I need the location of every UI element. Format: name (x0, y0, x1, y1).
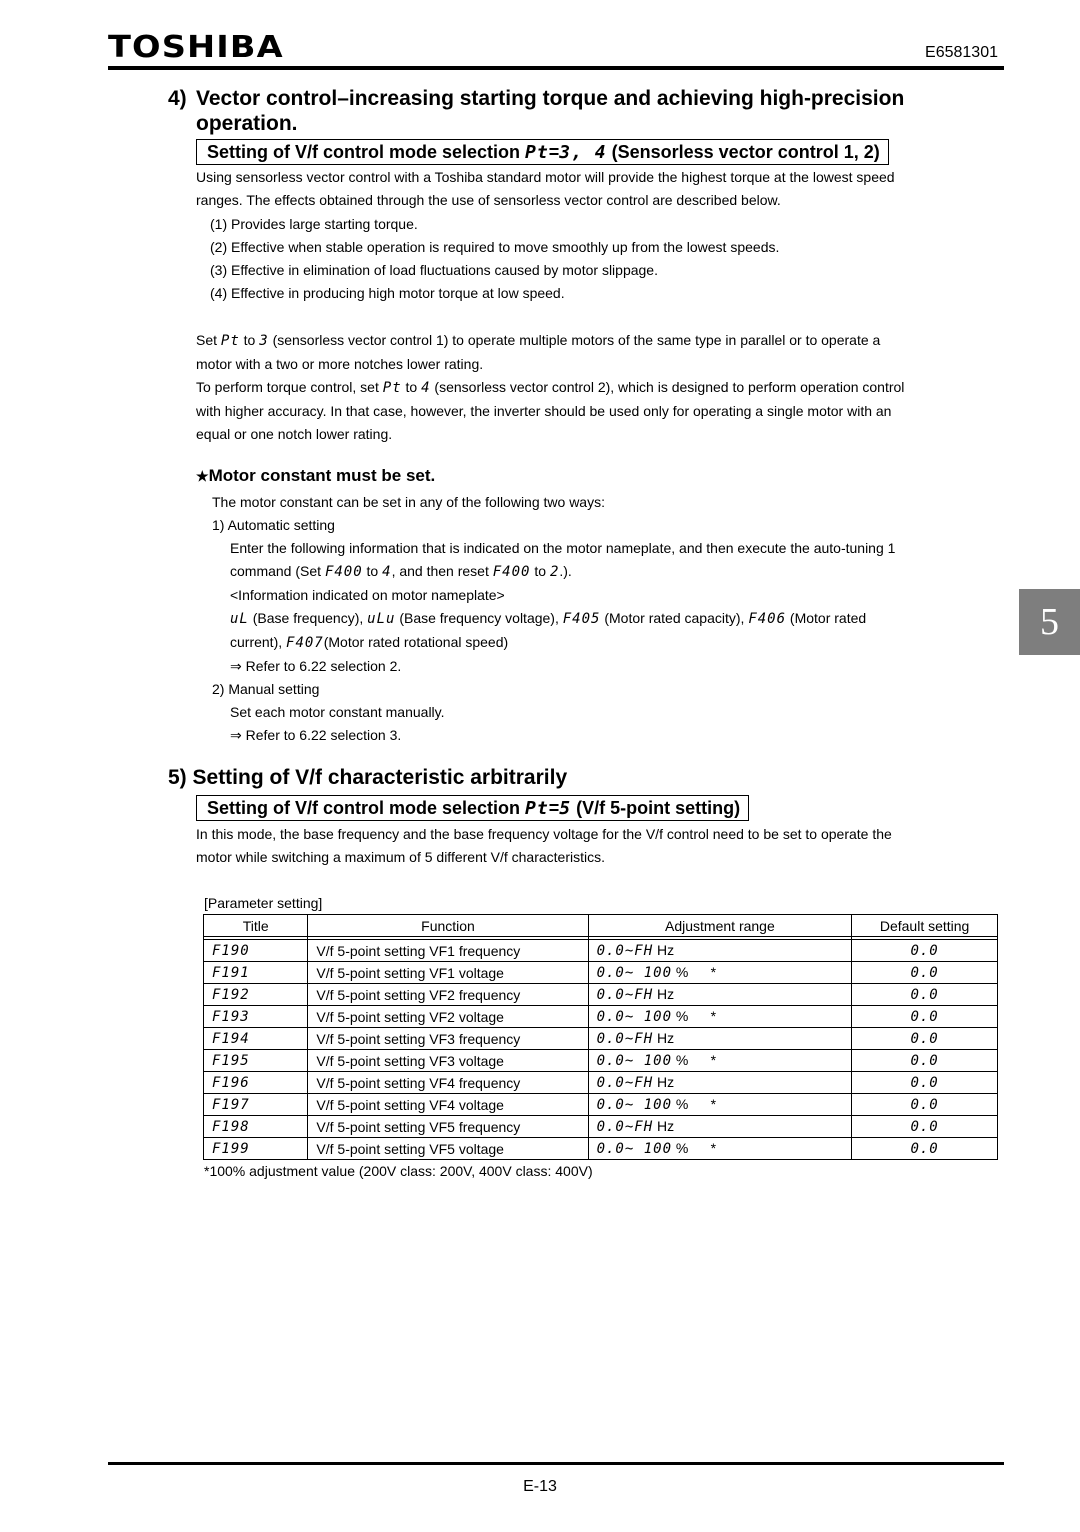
text: , and then reset (391, 563, 489, 579)
param-code: F191 (212, 965, 250, 981)
section4-number: 4) (168, 87, 187, 110)
range-value: 0.0~ 100 (596, 1141, 673, 1157)
param-title-cell (204, 1006, 308, 1028)
range-value: 0.0~ 100 (596, 1009, 673, 1025)
function-cell: V/f 5-point setting VF4 voltage (308, 1094, 588, 1116)
param-code: F199 (212, 1141, 250, 1157)
param-code: F198 (212, 1119, 250, 1135)
text: to (534, 563, 547, 579)
text: (Motor rated (789, 610, 867, 626)
range-cell (588, 1116, 852, 1138)
effects-list (210, 213, 779, 305)
text: (Base frequency), (252, 610, 364, 626)
range-unit: Hz (657, 942, 675, 958)
default-cell (852, 940, 998, 962)
param-pt: Pt (525, 142, 549, 163)
motor-constant-heading (196, 466, 435, 486)
range-value: 0.0~FH (596, 1075, 654, 1091)
text: The motor constant can be set in any of the following two ways: (212, 494, 605, 510)
text: current), (230, 634, 283, 650)
table-row (204, 1116, 998, 1138)
range-value: 0.0~ 100 (596, 965, 673, 981)
text: (Motor rated capacity), (604, 610, 745, 626)
param-pt: Pt (525, 798, 549, 819)
range-unit: % (675, 1052, 689, 1068)
table-row (204, 1094, 998, 1116)
mode-box-prefix: Setting of V/f control mode selection (207, 798, 521, 818)
param-value: 2 (549, 564, 560, 580)
param-title-cell (204, 984, 308, 1006)
footnote-mark: * (710, 1140, 717, 1156)
reference-link: ⇒ Refer to 6.22 selection 2. (230, 658, 402, 674)
table-row (204, 1138, 998, 1160)
range-cell (588, 962, 852, 984)
param-title-cell (204, 940, 308, 962)
text: to (405, 379, 418, 395)
column-header: Title (204, 915, 308, 937)
text: (sensorless vector control 2), which is designed to perform operation control (434, 379, 905, 395)
range-value: 0.0~ 100 (596, 1097, 673, 1113)
column-header: Default setting (852, 915, 998, 937)
text: with higher accuracy. In that case, however, the inverter should be used only for operating a single motor with an (196, 403, 892, 419)
default-cell (852, 962, 998, 984)
motor-constant-block (212, 491, 895, 747)
footer-rule (108, 1462, 1004, 1465)
param-code: F195 (212, 1053, 250, 1069)
range-cell (588, 1006, 852, 1028)
default-cell (852, 1138, 998, 1160)
param-f400: F400 (492, 564, 531, 580)
default-cell (852, 1116, 998, 1138)
section5-mode-box (196, 795, 749, 821)
param-value: 4 (382, 564, 392, 580)
range-cell (588, 1094, 852, 1116)
param-f406: F406 (748, 611, 787, 627)
text: to (243, 332, 256, 348)
param-pt: Pt (382, 380, 402, 396)
section4-title-line1: Vector control–increasing starting torque and achieving high-precision (196, 87, 905, 110)
param-title-cell (204, 1138, 308, 1160)
table-row (204, 1050, 998, 1072)
range-cell (588, 1050, 852, 1072)
list-item: (4) Effective in producing high motor torque at low speed. (210, 285, 565, 301)
param-title-cell (204, 1028, 308, 1050)
text: command (Set (230, 563, 322, 579)
intro-line: motor while switching a maximum of 5 different V/f characteristics. (196, 849, 606, 865)
default-value: 0.0 (910, 1053, 939, 1069)
function-cell: V/f 5-point setting VF5 voltage (308, 1138, 588, 1160)
default-value: 0.0 (910, 965, 939, 981)
param-title-cell (204, 1094, 308, 1116)
default-cell (852, 1028, 998, 1050)
intro-line: In this mode, the base frequency and the base frequency voltage for the V/f control need to be set to operate the (196, 826, 892, 842)
text: Enter the following information that is indicated on the motor nameplate, and then execute the auto-tuning 1 (230, 540, 896, 556)
mode-box-values: 3, 4 (559, 142, 607, 163)
text: To perform torque control, set (196, 379, 379, 395)
list-item: (1) Provides large starting torque. (210, 216, 418, 232)
default-value: 0.0 (910, 1009, 939, 1025)
text: (Base frequency voltage), (399, 610, 559, 626)
range-value: 0.0~FH (596, 1119, 654, 1135)
mode-box-op: = (548, 798, 560, 818)
param-f407: F407 (286, 635, 324, 651)
text: equal or one notch lower rating. (196, 426, 393, 442)
section5-title: 5) Setting of V/f characteristic arbitrarily (168, 766, 568, 789)
document-number: E6581301 (925, 44, 998, 61)
param-f400: F400 (324, 564, 363, 580)
param-code: F197 (212, 1097, 250, 1113)
range-unit: Hz (657, 1030, 675, 1046)
table-row (204, 1072, 998, 1094)
default-cell (852, 984, 998, 1006)
text: .). (559, 563, 572, 579)
range-cell (588, 1138, 852, 1160)
param-title-cell (204, 1050, 308, 1072)
param-code: F192 (212, 987, 250, 1003)
mode-box-suffix: (V/f 5-point setting) (576, 798, 741, 818)
table-row (204, 962, 998, 984)
default-value: 0.0 (910, 1031, 939, 1047)
param-title-cell (204, 1072, 308, 1094)
range-cell (588, 1072, 852, 1094)
table-row (204, 1028, 998, 1050)
range-value: 0.0~ 100 (596, 1053, 673, 1069)
set-paragraph (196, 329, 904, 446)
star-icon: ★ (196, 468, 209, 484)
param-code: F193 (212, 1009, 250, 1025)
mode-box-suffix: (Sensorless vector control 1, 2) (611, 142, 880, 162)
default-cell (852, 1072, 998, 1094)
page-number: E-13 (523, 1478, 557, 1495)
param-code: F190 (212, 943, 250, 959)
column-header: Function (308, 915, 588, 937)
function-cell: V/f 5-point setting VF1 voltage (308, 962, 588, 984)
list-item: (2) Effective when stable operation is required to move smoothly up from the lowest speeds. (210, 239, 780, 255)
mode-box-values: 5 (559, 798, 572, 819)
param-ulu: uLu (367, 611, 396, 627)
function-cell: V/f 5-point setting VF2 frequency (308, 984, 588, 1006)
range-value: 0.0~FH (596, 1031, 654, 1047)
text: 2) Manual setting (212, 681, 320, 697)
text: Set each motor constant manually. (230, 704, 445, 720)
default-cell (852, 1006, 998, 1028)
range-value: 0.0~FH (596, 987, 654, 1003)
range-cell (588, 984, 852, 1006)
intro-line: ranges. The effects obtained through the use of sensorless vector control are described below. (196, 192, 781, 208)
reference-link: ⇒ Refer to 6.22 selection 3. (230, 727, 402, 743)
footnote-mark: * (710, 1052, 717, 1068)
footnote-mark: * (710, 964, 717, 980)
text: Set (196, 332, 218, 348)
function-cell: V/f 5-point setting VF5 frequency (308, 1116, 588, 1138)
section4-mode-box (196, 139, 889, 165)
section4-heading (168, 86, 1008, 136)
mode-box-prefix: Setting of V/f control mode selection (207, 142, 521, 162)
default-value: 0.0 (910, 1141, 939, 1157)
range-unit: % (675, 964, 689, 980)
table-footnote: *100% adjustment value (200V class: 200V, 400V class: 400V) (204, 1163, 593, 1179)
intro-line: Using sensorless vector control with a Toshiba standard motor will provide the highest torque at the lowest speed (196, 169, 895, 185)
range-unit: % (675, 1008, 689, 1024)
param-value: 4 (421, 380, 431, 396)
param-value: 3 (259, 333, 269, 349)
footnote-mark: * (710, 1008, 717, 1024)
table-row (204, 1006, 998, 1028)
range-value: 0.0~FH (596, 943, 654, 959)
function-cell: V/f 5-point setting VF1 frequency (308, 940, 588, 962)
table-row (204, 940, 998, 962)
table-row (204, 984, 998, 1006)
range-unit: % (675, 1140, 689, 1156)
default-value: 0.0 (910, 943, 939, 959)
function-cell: V/f 5-point setting VF2 voltage (308, 1006, 588, 1028)
mode-box-op: = (548, 142, 560, 162)
section4-title-line2: operation. (196, 112, 298, 135)
default-value: 0.0 (910, 1075, 939, 1091)
default-cell (852, 1050, 998, 1072)
footnote-mark: * (710, 1096, 717, 1112)
text: motor with a two or more notches lower rating. (196, 356, 484, 372)
table-header-row (204, 915, 998, 937)
param-code: F194 (212, 1031, 250, 1047)
default-value: 0.0 (910, 987, 939, 1003)
param-pt: Pt (220, 333, 240, 349)
default-cell (852, 1094, 998, 1116)
section4-intro (196, 166, 895, 212)
heading-text: Motor constant must be set. (208, 466, 436, 485)
header-rule (108, 66, 1004, 70)
param-title-cell (204, 962, 308, 984)
param-ul: uL (230, 611, 249, 627)
function-cell: V/f 5-point setting VF4 frequency (308, 1072, 588, 1094)
param-code: F196 (212, 1075, 250, 1091)
range-unit: % (675, 1096, 689, 1112)
param-f405: F405 (562, 611, 601, 627)
table-caption: [Parameter setting] (204, 895, 323, 911)
toshiba-logo: TOSHIBA (108, 30, 284, 65)
range-unit: Hz (657, 1118, 675, 1134)
parameter-table (203, 914, 998, 1160)
text: 1) Automatic setting (212, 517, 335, 533)
range-unit: Hz (657, 1074, 675, 1090)
text: <Information indicated on motor nameplate> (230, 587, 505, 603)
chapter-tab: 5 (1019, 589, 1080, 655)
text: (Motor rated rotational speed) (323, 634, 509, 650)
text: to (366, 563, 379, 579)
range-cell (588, 940, 852, 962)
column-header: Adjustment range (588, 915, 852, 937)
range-unit: Hz (657, 986, 675, 1002)
range-cell (588, 1028, 852, 1050)
default-value: 0.0 (910, 1097, 939, 1113)
list-item: (3) Effective in elimination of load fluctuations caused by motor slippage. (210, 262, 658, 278)
param-title-cell (204, 1116, 308, 1138)
function-cell: V/f 5-point setting VF3 frequency (308, 1028, 588, 1050)
section5-intro (196, 823, 892, 869)
function-cell: V/f 5-point setting VF3 voltage (308, 1050, 588, 1072)
default-value: 0.0 (910, 1119, 939, 1135)
text: (sensorless vector control 1) to operate multiple motors of the same type in parallel or to operate a (272, 332, 881, 348)
